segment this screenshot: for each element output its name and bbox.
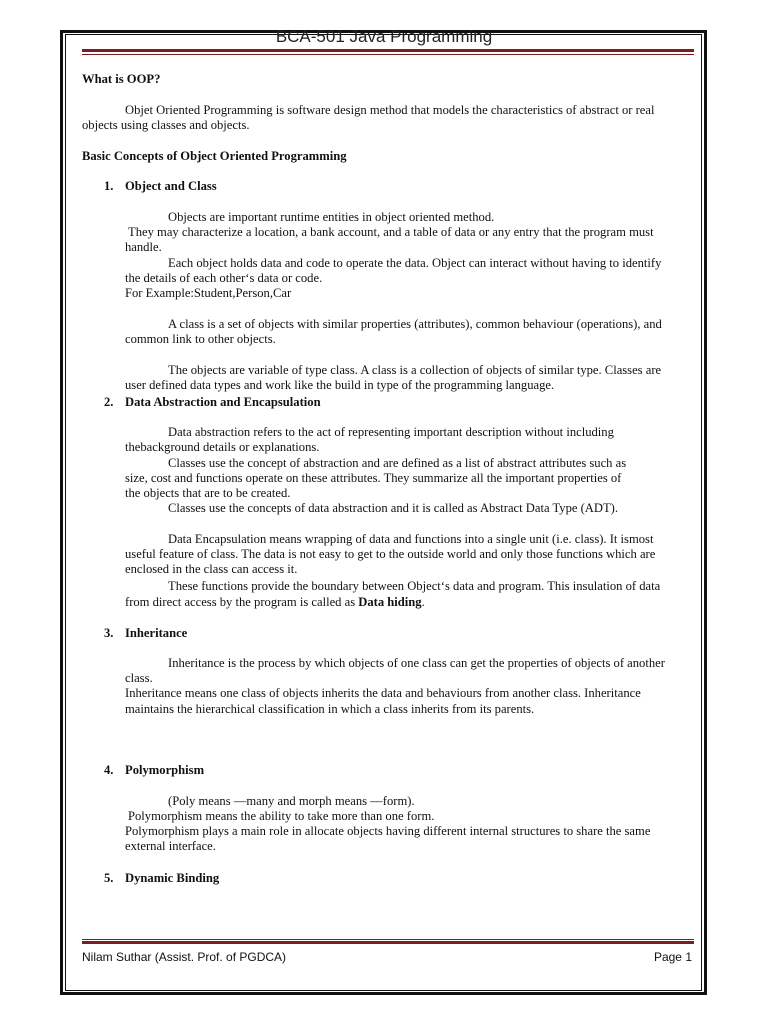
item4-line: Polymorphism means the ability to take more than one form. xyxy=(128,809,435,823)
footer-page-number: Page 1 xyxy=(653,950,692,964)
item1-heading: Object and Class xyxy=(125,179,217,193)
footer-rule xyxy=(82,941,694,944)
item1-line: handle. xyxy=(125,240,162,254)
item2-line: Data abstraction refers to the act of representing important description without including xyxy=(168,425,614,439)
footer-author: Nilam Suthar (Assist. Prof. of PGDCA) xyxy=(82,950,287,964)
data-hiding-term: Data hiding xyxy=(358,595,422,609)
item1-line: They may characterize a location, a bank account, and a table of data or any entry that the program must xyxy=(128,225,654,239)
item1-line: A class is a set of objects with similar properties (attributes), common behaviour (operations), and xyxy=(168,317,662,331)
item1-line: The objects are variable of type class. A class is a collection of objects of similar type. Classes are xyxy=(168,363,662,377)
item4-number: 4. xyxy=(104,763,114,777)
item1-number: 1. xyxy=(104,179,114,193)
item2-line: from direct access by the program is called as xyxy=(125,595,359,609)
item2-number: 2. xyxy=(104,395,114,409)
item5-heading: Dynamic Binding xyxy=(125,871,220,885)
item3-line: Inheritance means one class of objects inherits the data and behaviours from another class. Inheritance xyxy=(125,686,641,700)
item3-line: Inheritance is the process by which objects of one class can get the properties of objects of another xyxy=(168,656,665,670)
oop-heading: What is OOP? xyxy=(82,72,161,86)
item5-number: 5. xyxy=(104,871,114,885)
item2-line: These functions provide the boundary between Object‘s data and program. This insulation of data xyxy=(168,579,661,593)
item1-line: Objects are important runtime entities in object oriented method. xyxy=(168,210,495,224)
item1-line: user defined data types and work like the build in type of the programming language. xyxy=(125,378,555,392)
item2-line: Classes use the concepts of data abstraction and it is called as Abstract Data Type (ADT). xyxy=(168,501,619,515)
item3-number: 3. xyxy=(104,626,114,640)
item3-heading: Inheritance xyxy=(125,626,188,640)
footer-rule-thin xyxy=(82,939,694,940)
item4-line: Polymorphism plays a main role in allocate objects having different internal structures to share the same xyxy=(125,824,651,838)
header-title: BCA-501 Java Programming xyxy=(275,27,493,46)
item2-period: . xyxy=(421,595,425,609)
item4-line: (Poly means ―many and morph means ―form). xyxy=(168,794,415,808)
oop-para-line-1: Objet Oriented Programming is software design method that models the characteristics of abstract or real xyxy=(125,103,655,117)
item1-line: common link to other objects. xyxy=(125,332,276,346)
item4-line: external interface. xyxy=(125,839,216,853)
basic-concepts-heading: Basic Concepts of Object Oriented Programming xyxy=(82,149,347,163)
item3-line: class. xyxy=(125,671,153,685)
item2-line: Classes use the concept of abstraction and are defined as a list of abstract attributes such as xyxy=(168,456,627,470)
item2-line: enclosed in the class can access it. xyxy=(125,562,298,576)
item3-line: maintains the hierarchical classification in which a class inherits from its parents. xyxy=(125,702,535,716)
item1-line: the details of each other‘s data or code. xyxy=(125,271,323,285)
item2-line: the objects that are to be created. xyxy=(125,486,291,500)
item2-line-data-hiding xyxy=(125,595,425,610)
item2-line: size, cost and functions operate on these attributes. They summarize all the important properties of xyxy=(125,471,622,485)
oop-para-line-2: objects using classes and objects. xyxy=(82,118,250,132)
item2-line: thebackground details or explanations. xyxy=(125,440,320,454)
header-rule xyxy=(82,49,694,52)
item4-heading: Polymorphism xyxy=(125,763,205,777)
header-rule-thin xyxy=(82,54,694,55)
item1-line: For Example:Student,Person,Car xyxy=(125,286,292,300)
item2-heading: Data Abstraction and Encapsulation xyxy=(125,395,321,409)
item2-line: Data Encapsulation means wrapping of data and functions into a single unit (i.e. class). It ismost xyxy=(168,532,654,546)
item1-line: Each object holds data and code to operate the data. Object can interact without having to identify xyxy=(168,256,662,270)
item2-line: useful feature of class. The data is not easy to get to the outside world and only those functions which are xyxy=(125,547,656,561)
